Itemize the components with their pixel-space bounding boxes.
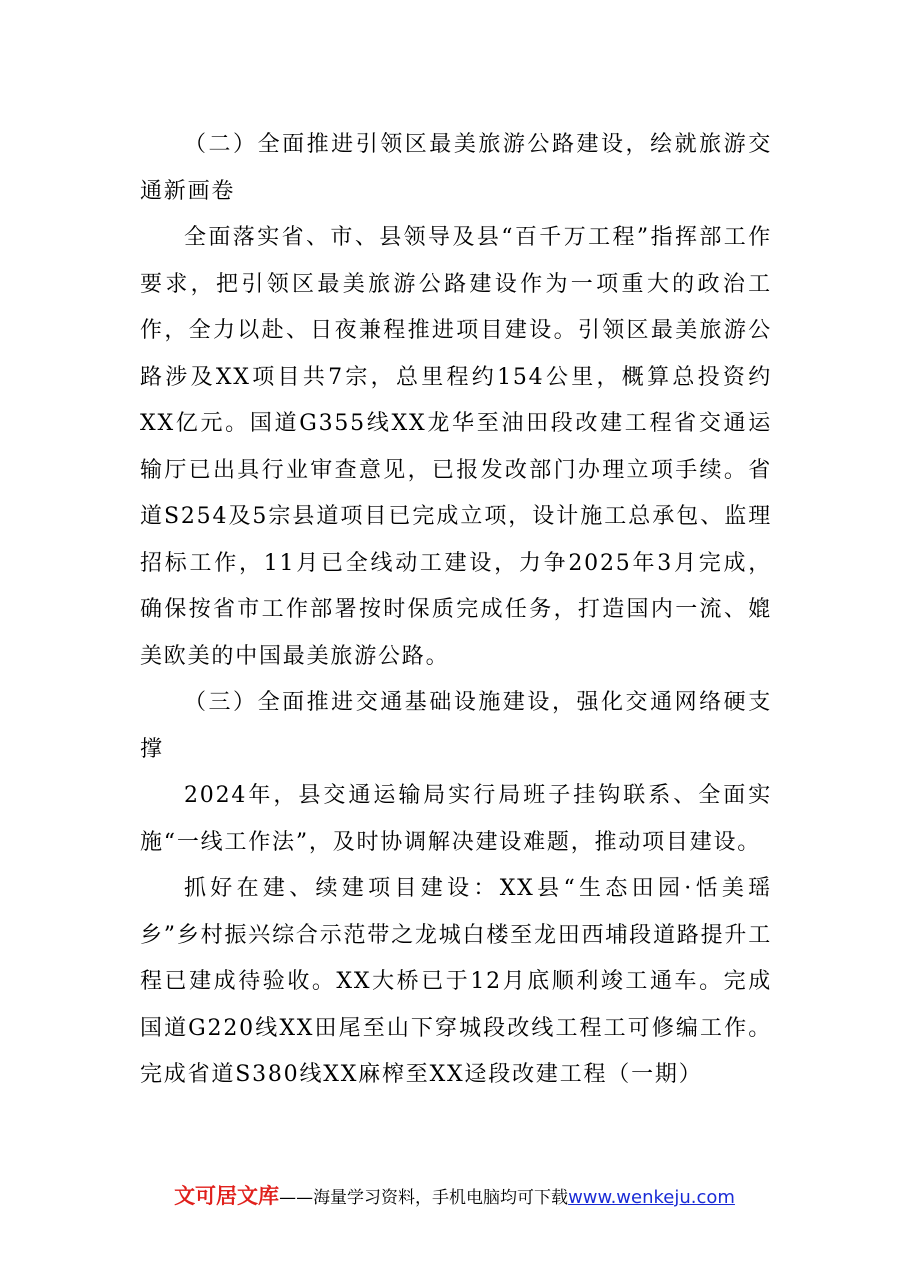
footer-watermark <box>0 1180 909 1210</box>
body-paragraph: 抓好在建、续建项目建设：XX县“生态田园·恬美瑶乡”乡村振兴综合示范带之龙城白楼至龙田西埔段道路提升工程已建成待验收。XX大桥已于12月底顺利竣工通车。完成国道G220线XX田尾至山下穿城段改线工程工可修编工作。完成省道S380线XX麻榨至XX迳段改建工程（一期） <box>140 876 772 1087</box>
footer-link[interactable]: www.wenkeju.com <box>568 1187 735 1208</box>
section-heading-3: （三）全面推进交通基础设施建设，强化交通网络硬支撑 <box>140 690 772 762</box>
section-heading-2: （二）全面推进引领区最美旅游公路建设，绘就旅游交通新画卷 <box>140 132 772 204</box>
document-body <box>140 122 772 1099</box>
body-paragraph: 2024年，县交通运输局实行局班子挂钩联系、全面实施“一线工作法”，及时协调解决建设难题，推动项目建设。 <box>140 783 772 855</box>
body-paragraph: 全面落实省、市、县领导及县“百千万工程”指挥部工作要求，把引领区最美旅游公路建设作为一项重大的政治工作，全力以赴、日夜兼程推进项目建设。引领区最美旅游公路涉及XX项目共7宗，总里程约154公里，概算总投资约XX亿元。国道G355线XX龙华至油田段改建工程省交通运输厅已出具行业审查意见，已报发改部门办理立项手续。省道S254及5宗县道项目已完成立项，设计施工总承包、监理招标工作，11月已全线动工建设，力争2025年3月完成，确保按省市工作部署按时保质完成任务，打造国内一流、媲美欧美的中国最美旅游公路。 <box>140 225 772 669</box>
footer-slogan: ——海量学习资料，手机电脑均可下载 <box>279 1188 569 1208</box>
footer-brand: 文可居文库 <box>174 1184 280 1208</box>
